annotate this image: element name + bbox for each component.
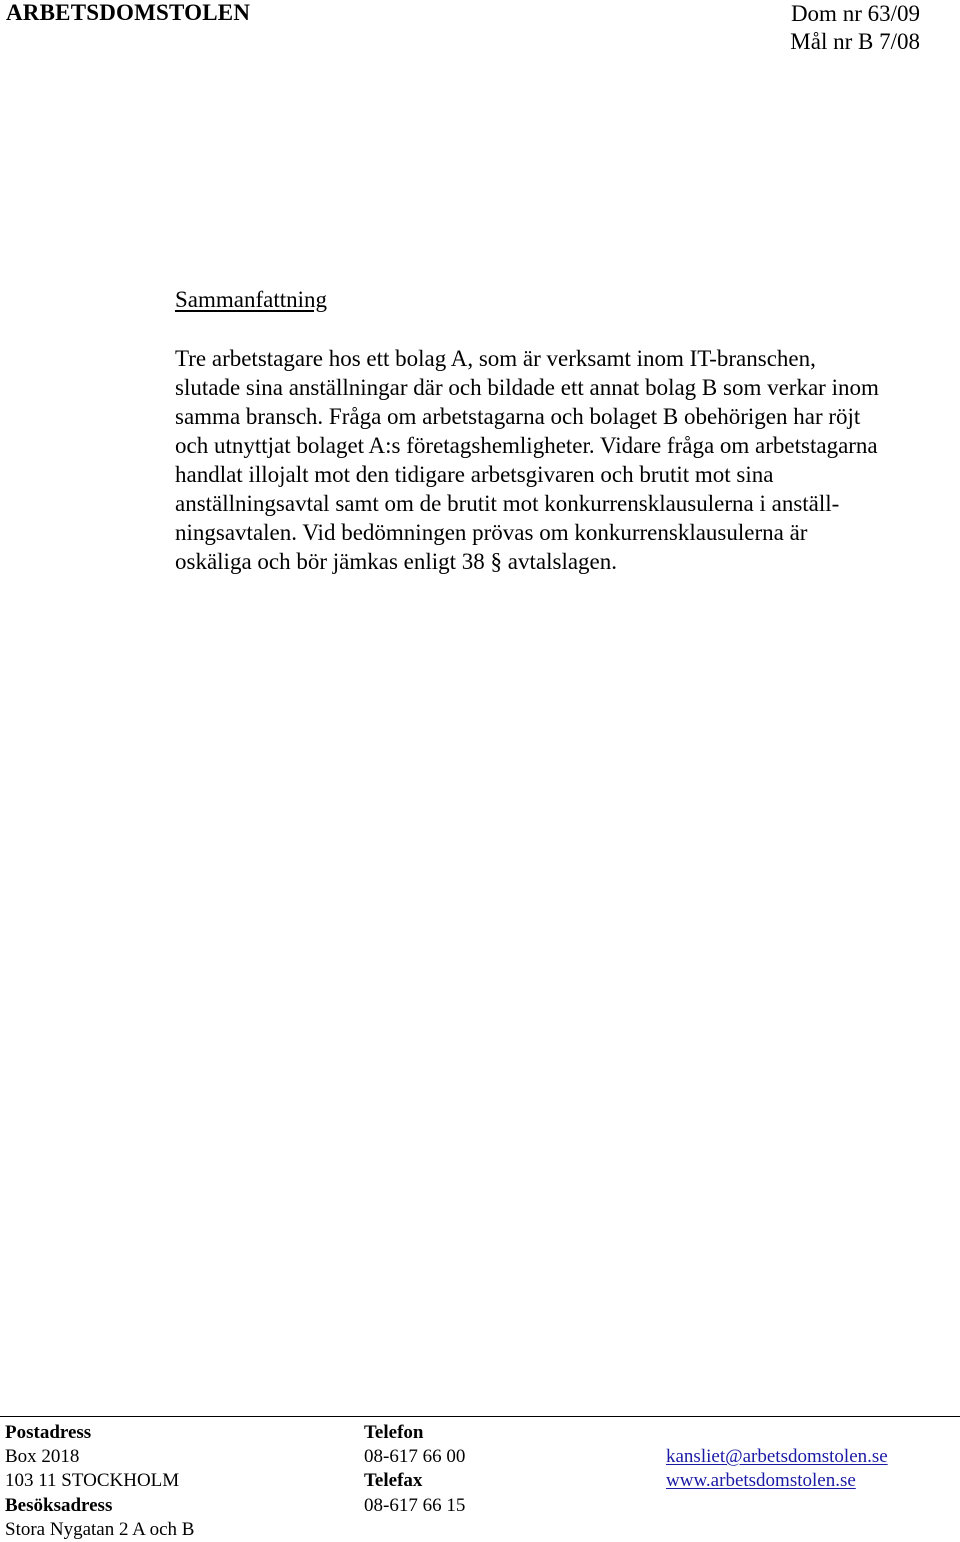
footer-contact-column	[666, 1445, 888, 1493]
visiting-address-line: Stora Nygatan 2 A och B	[5, 1518, 195, 1540]
judgment-number: Dom nr 63/09	[790, 1, 920, 26]
summary-line: Tre arbetstagare hos ett bolag A, som är verksamt inom IT-branschen,	[175, 346, 816, 371]
court-name: ARBETSDOMSTOLEN	[6, 0, 251, 25]
postal-address-label: Postadress	[5, 1422, 92, 1443]
case-identifiers	[790, 0, 920, 56]
summary-body	[175, 344, 879, 576]
footer-address-column	[5, 1421, 194, 1542]
summary-line: anställningsavtal samt om de brutit mot konkurrensklausulerna i anställ-	[175, 491, 840, 516]
summary-line: samma bransch. Fråga om arbetstagarna och bolaget B obehörigen har röjt	[175, 404, 861, 429]
postal-address-line: Box 2018	[5, 1446, 80, 1468]
email-link[interactable]: kansliet@arbetsdomstolen.se	[666, 1446, 888, 1467]
phone-label: Telefon	[364, 1422, 424, 1443]
website-link[interactable]: www.arbetsdomstolen.se	[666, 1470, 856, 1492]
postal-address-line: 103 11 STOCKHOLM	[5, 1470, 180, 1492]
summary-line: och utnyttjat bolaget A:s företagshemligheter. Vidare fråga om arbetstagarna	[175, 433, 878, 458]
summary-line: ningsavtalen. Vid bedömningen prövas om konkurrensklausulerna är	[175, 520, 808, 545]
summary-line: handlat illojalt mot den tidigare arbetsgivaren och brutit mot sina	[175, 462, 774, 487]
fax-number: 08-617 66 15	[364, 1494, 466, 1516]
summary-line: slutade sina anställningar där och bildade ett annat bolag B som verkar inom	[175, 375, 879, 400]
case-number: Mål nr B 7/08	[790, 29, 920, 54]
phone-number: 08-617 66 00	[364, 1446, 466, 1468]
summary-heading: Sammanfattning	[175, 287, 328, 312]
footer-divider	[0, 1416, 960, 1417]
visiting-address-label: Besöksadress	[5, 1494, 113, 1516]
summary-line: oskäliga och bör jämkas enligt 38 § avtalslagen.	[175, 549, 617, 574]
fax-label: Telefax	[364, 1470, 423, 1492]
footer-phone-column	[364, 1421, 465, 1518]
